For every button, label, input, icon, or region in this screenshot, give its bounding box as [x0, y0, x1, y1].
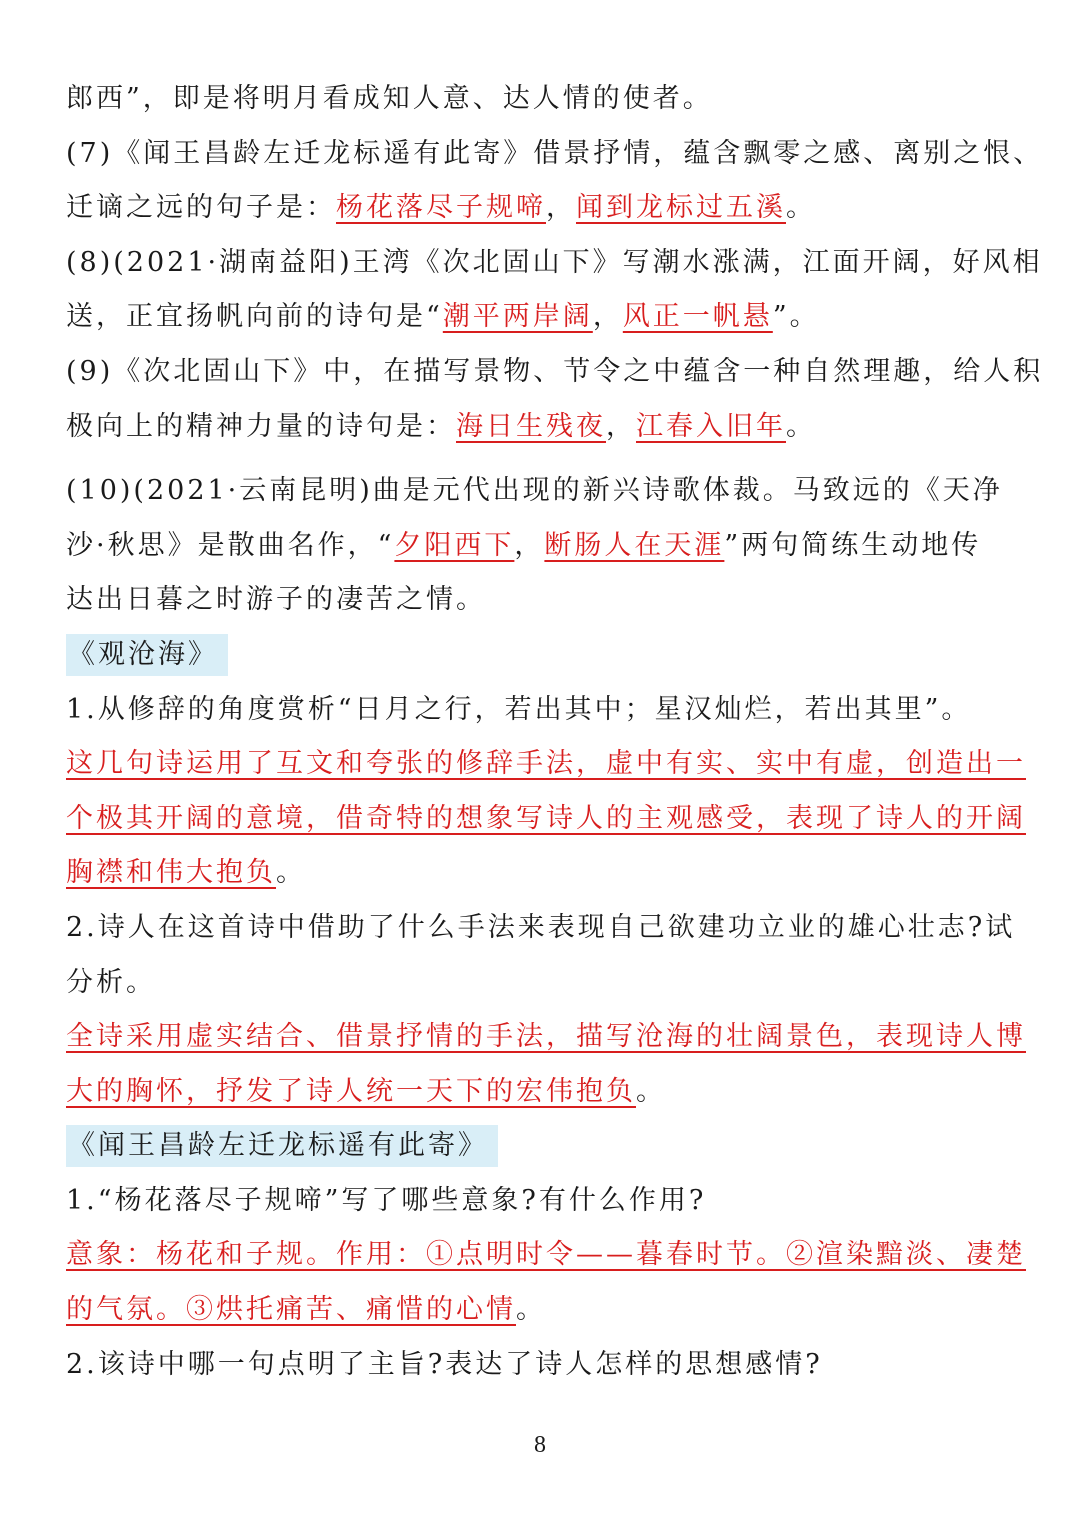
section2-answer-1-line-1 [66, 1228, 1026, 1283]
line-text: (9)《次北固山下》中，在描写景物、节令之中蕴含一种自然理趣，给人积 [66, 355, 1044, 387]
answer-text: 这几句诗运用了互文和夸张的修辞手法，虚中有实、实中有虚，创造出一 [66, 748, 1026, 780]
question-text: 1.从修辞的角度赏析“日月之行，若出其中；星汉灿烂，若出其里”。 [66, 693, 972, 725]
answer-text: 潮平两岸阔 [442, 301, 593, 333]
question-text: 2.诗人在这首诗中借助了什么手法来表现自己欲建功立业的雄心壮志?试 [66, 911, 1016, 943]
punctuation: ， [514, 529, 545, 561]
section1-answer-1-line-1 [66, 737, 1026, 792]
section2-question-2 [66, 1338, 1016, 1393]
line-text: 沙·秋思》是散曲名作，“ [66, 529, 395, 561]
section2-question-1 [66, 1174, 1016, 1229]
question-7-line-1 [66, 127, 1044, 182]
line-text: ”两句简练生动地传 [724, 529, 982, 561]
line-text: 达出日暮之时游子的凄苦之情。 [66, 584, 486, 616]
answer-text: 夕阳西下 [394, 529, 515, 561]
line-text: (7)《闻王昌龄左迁龙标遥有此寄》借景抒情，蕴含飘零之感、离别之恨、 [66, 137, 1044, 169]
question-9-line-1 [66, 345, 1044, 400]
section1-answer-2-line-2 [66, 1065, 1016, 1120]
punctuation: 。 [516, 1294, 546, 1326]
answer-text: 全诗采用虚实结合、借景抒情的手法，描写沧海的壮阔景色，表现诗人博 [66, 1021, 1026, 1053]
text-line [66, 72, 1016, 127]
answer-text: 的气氛。③烘托痛苦、痛惜的心情 [66, 1294, 516, 1326]
page-number: 8 [534, 1432, 546, 1458]
section-heading-row [66, 628, 1016, 683]
answer-text: 意象：杨花和子规。作用：①点明时令——暮春时节。②渲染黯淡、凄楚 [66, 1239, 1026, 1271]
question-8-line-1 [66, 236, 1043, 291]
punctuation: 。 [276, 857, 306, 889]
question-10-line-3 [66, 573, 1016, 628]
punctuation: ， [606, 410, 636, 442]
answer-text: 胸襟和伟大抱负 [66, 857, 276, 889]
answer-text: 断肠人在天涯 [544, 529, 725, 561]
punctuation: 。 [786, 192, 816, 224]
punctuation: 。 [786, 410, 816, 442]
answer-text: 杨花落尽子规啼 [336, 192, 546, 224]
section1-question-2-line-1 [66, 901, 1016, 956]
question-10-line-2 [66, 519, 1016, 574]
document-page [66, 72, 1044, 1392]
punctuation: ”。 [772, 301, 820, 333]
answer-text: 风正一帆悬 [622, 301, 773, 333]
line-text: 郎西”，即是将明月看成知人意、达人情的使者。 [66, 83, 713, 114]
question-9-line-2 [66, 400, 1016, 455]
answer-text: 江春入旧年 [636, 410, 786, 442]
answer-text: 闻到龙标过五溪 [576, 192, 786, 224]
line-text: 极向上的精神力量的诗句是： [66, 410, 456, 442]
punctuation: ， [592, 301, 623, 333]
question-10-line-1 [66, 464, 1016, 519]
question-7-line-2 [66, 181, 1016, 236]
question-text: 分析。 [66, 966, 156, 998]
section1-answer-1-line-2 [66, 792, 1026, 847]
section-heading: 《闻王昌龄左迁龙标遥有此寄》 [66, 1125, 498, 1167]
question-8-line-2 [66, 290, 1016, 345]
section1-answer-2-line-1 [66, 1010, 1026, 1065]
punctuation: 。 [636, 1075, 666, 1107]
line-text: 送，正宜扬帆向前的诗句是“ [66, 301, 443, 333]
question-text: 2.该诗中哪一句点明了主旨?表达了诗人怎样的思想感情? [66, 1348, 823, 1380]
punctuation: ， [546, 192, 576, 224]
line-text: (10)(2021·云南昆明)曲是元代出现的新兴诗歌体裁。马致远的《天净 [66, 475, 1003, 507]
answer-text: 海日生残夜 [456, 410, 606, 442]
section1-answer-1-line-3 [66, 846, 1016, 901]
section1-question-1 [66, 683, 1016, 738]
answer-text: 个极其开阔的意境，借奇特的想象写诗人的主观感受，表现了诗人的开阔 [66, 802, 1026, 834]
section1-question-2-line-2 [66, 956, 1016, 1011]
line-text: (8)(2021·湖南益阳)王湾《次北固山下》写潮水涨满，江面开阔，好风相 [66, 246, 1043, 278]
section2-answer-1-line-2 [66, 1283, 1016, 1338]
answer-text: 大的胸怀，抒发了诗人统一天下的宏伟抱负 [66, 1075, 636, 1107]
section-heading: 《观沧海》 [66, 634, 228, 676]
section-heading-row [66, 1119, 1016, 1174]
line-text: 迁谪之远的句子是： [66, 192, 336, 224]
question-text: 1.“杨花落尽子规啼”写了哪些意象?有什么作用? [66, 1184, 707, 1216]
